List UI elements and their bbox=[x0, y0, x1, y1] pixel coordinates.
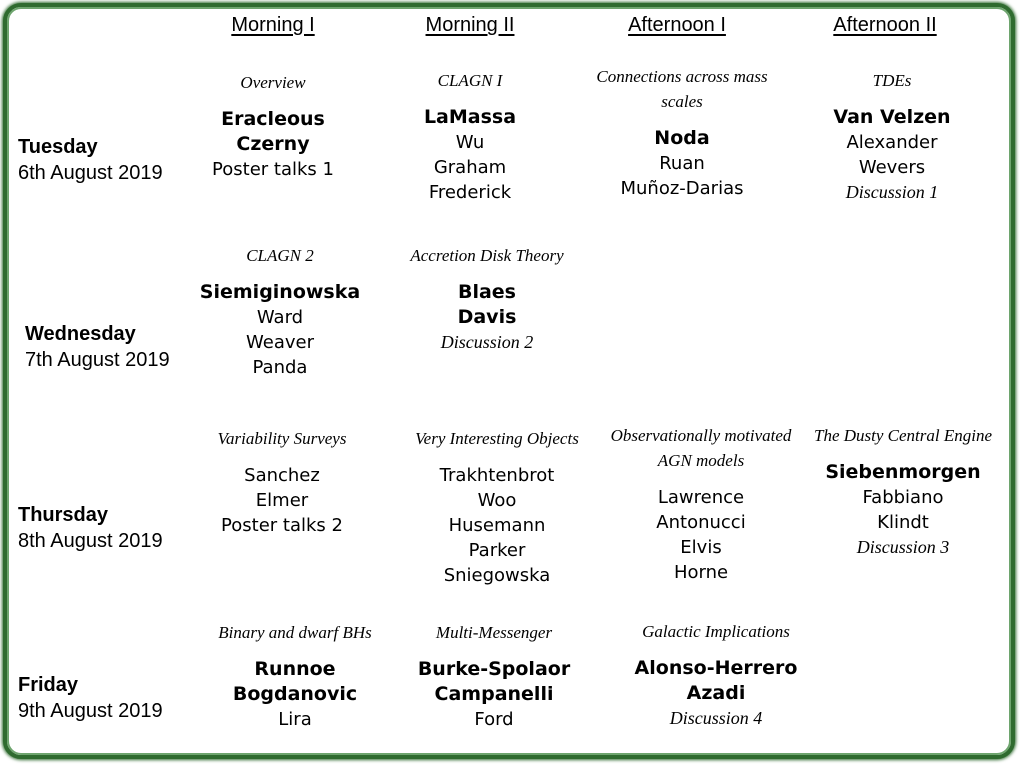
session-thu-afternoon-2 bbox=[803, 423, 1003, 560]
speaker-name: Eracleous bbox=[221, 108, 325, 130]
session-topic: TDEs bbox=[872, 71, 912, 90]
slot-header-afternoon-2: Afternoon II bbox=[833, 14, 937, 36]
session-tue-morning-1 bbox=[173, 70, 373, 182]
speaker-name: Weaver bbox=[246, 332, 314, 353]
day-name: Wednesday bbox=[25, 323, 136, 345]
session-tue-afternoon-1 bbox=[582, 64, 782, 201]
speaker-name: Siemiginowska bbox=[199, 281, 361, 303]
session-fri-morning-1 bbox=[195, 620, 395, 732]
speaker-name: Ruan bbox=[659, 153, 705, 174]
speaker-name: Siebenmorgen bbox=[825, 461, 981, 483]
speaker-name: Elmer bbox=[255, 490, 309, 511]
discussion-slot: Discussion 4 bbox=[669, 708, 763, 728]
speaker-name: Husemann bbox=[448, 515, 546, 536]
speaker-name: Sniegowska bbox=[443, 565, 551, 586]
speaker-name: Van Velzen bbox=[833, 106, 951, 128]
speaker-name: Fabbiano bbox=[862, 487, 944, 508]
discussion-slot: Discussion 2 bbox=[440, 332, 534, 352]
speaker-name: Wu bbox=[455, 132, 485, 153]
session-topic: Binary and dwarf BHs bbox=[218, 623, 372, 642]
speaker-name: Muñoz-Darias bbox=[620, 178, 744, 199]
speaker-name: Azadi bbox=[686, 682, 746, 704]
session-topic: Connections across mass scales bbox=[596, 67, 768, 111]
session-fri-morning-2 bbox=[394, 620, 594, 732]
day-date: 9th August 2019 bbox=[18, 700, 163, 722]
speaker-name: Alexander bbox=[846, 132, 938, 153]
speaker-name: Czerny bbox=[236, 133, 310, 155]
slot-header-afternoon-1: Afternoon I bbox=[628, 14, 726, 36]
speaker-name: Sanchez bbox=[244, 465, 320, 486]
day-label-wednesday bbox=[25, 321, 170, 373]
day-date: 6th August 2019 bbox=[18, 162, 163, 184]
day-name: Friday bbox=[18, 674, 79, 696]
speaker-name: Alonso-Herrero bbox=[634, 657, 798, 679]
speaker-name: Noda bbox=[654, 127, 710, 149]
session-wed-morning-2 bbox=[387, 243, 587, 355]
speaker-name: Davis bbox=[457, 306, 517, 328]
speaker-name: Parker bbox=[468, 540, 526, 561]
speaker-name: Horne bbox=[673, 562, 729, 583]
session-fri-afternoon-1 bbox=[616, 619, 816, 731]
speaker-name: Wevers bbox=[858, 157, 926, 178]
speaker-name: Lira bbox=[278, 709, 312, 730]
speaker-name: Ford bbox=[474, 709, 514, 730]
speaker-name: Woo bbox=[477, 490, 517, 511]
session-topic: Observationally motivated AGN models bbox=[610, 426, 792, 470]
day-label-thursday bbox=[18, 502, 163, 554]
speaker-name: Trakhtenbrot bbox=[439, 465, 555, 486]
day-date: 8th August 2019 bbox=[18, 530, 163, 552]
speaker-name: Poster talks 2 bbox=[221, 515, 343, 536]
session-thu-afternoon-1 bbox=[601, 423, 801, 585]
session-topic: CLAGN 2 bbox=[246, 246, 314, 265]
speaker-name: Graham bbox=[433, 157, 507, 178]
speaker-name: Poster talks 1 bbox=[212, 159, 334, 180]
speaker-name: Panda bbox=[252, 357, 308, 378]
session-topic: Galactic Implications bbox=[642, 622, 790, 641]
session-topic: Very Interesting Objects bbox=[415, 429, 579, 448]
speaker-name: Runnoe bbox=[254, 658, 336, 680]
day-name: Thursday bbox=[18, 504, 109, 526]
session-topic: Accretion Disk Theory bbox=[410, 246, 564, 265]
session-thu-morning-2 bbox=[397, 426, 597, 588]
discussion-slot: Discussion 3 bbox=[856, 537, 950, 557]
session-topic: CLAGN I bbox=[437, 71, 503, 90]
slot-header-morning-1: Morning I bbox=[231, 14, 315, 36]
day-label-friday bbox=[18, 672, 163, 724]
session-tue-morning-2 bbox=[370, 68, 570, 205]
discussion-slot: Discussion 1 bbox=[845, 182, 939, 202]
speaker-name: Campanelli bbox=[434, 683, 554, 705]
speaker-name: Frederick bbox=[428, 182, 512, 203]
speaker-name: Burke-Spolaor bbox=[417, 658, 571, 680]
speaker-name: Bogdanovic bbox=[232, 683, 358, 705]
speaker-name: Ward bbox=[256, 307, 304, 328]
day-label-tuesday bbox=[18, 134, 163, 186]
speaker-name: Lawrence bbox=[657, 487, 745, 508]
speaker-name: Antonucci bbox=[656, 512, 746, 533]
day-name: Tuesday bbox=[18, 136, 98, 158]
session-topic: Multi-Messenger bbox=[435, 623, 553, 642]
speaker-name: LaMassa bbox=[423, 106, 517, 128]
session-topic: Variability Surveys bbox=[217, 429, 347, 448]
session-topic: The Dusty Central Engine bbox=[813, 426, 992, 445]
day-date: 7th August 2019 bbox=[25, 349, 170, 371]
session-tue-afternoon-2 bbox=[792, 68, 992, 205]
session-topic: Overview bbox=[240, 73, 306, 92]
speaker-name: Klindt bbox=[877, 512, 929, 533]
speaker-name: Elvis bbox=[680, 537, 722, 558]
slot-header-morning-2: Morning II bbox=[425, 14, 515, 36]
session-thu-morning-1 bbox=[182, 426, 382, 538]
session-wed-morning-1 bbox=[180, 243, 380, 380]
speaker-name: Blaes bbox=[457, 281, 516, 303]
